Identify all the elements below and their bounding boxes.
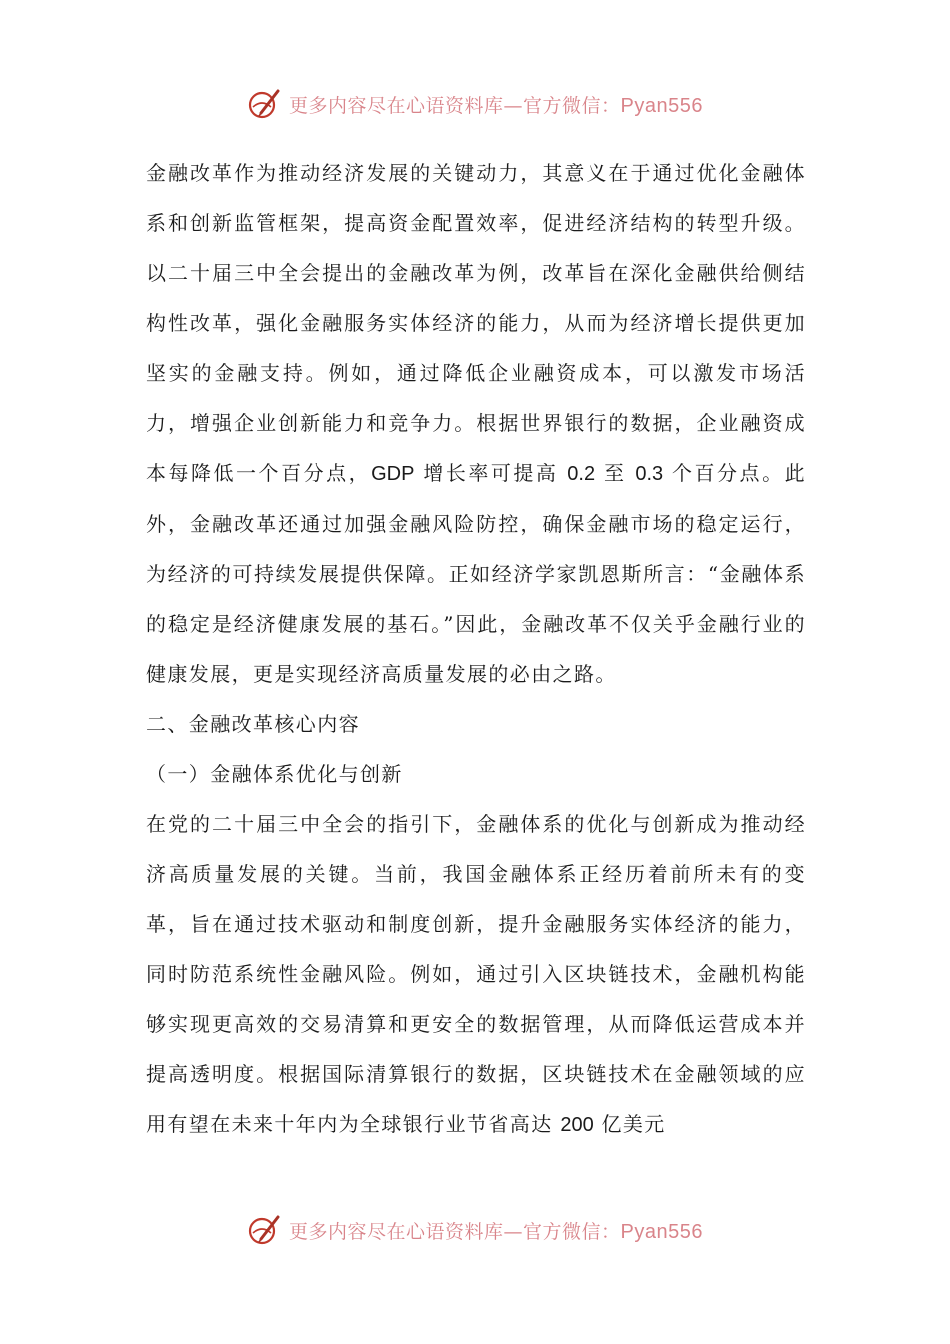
header-watermark-inner (247, 87, 703, 121)
header-watermark (0, 84, 950, 124)
pen-logo-icon (247, 1213, 281, 1247)
wechat-id: Pyan556 (620, 1220, 703, 1243)
document-body (146, 148, 806, 1150)
pen-logo-icon (247, 87, 281, 121)
watermark-text: 更多内容尽在心语资料库—官方微信：Pyan556 (289, 94, 703, 117)
footer-watermark (0, 1210, 950, 1250)
wechat-id: Pyan556 (620, 94, 703, 117)
paragraph-financial-system: 在党的二十届三中全会的指引下，金融体系的优化与创新成为推动经济高质量发展的关键。当前，我国金融体系正经历着前所未有的变革，旨在通过技术驱动和制度创新，提升金融服务实体经济的能力，同时防范系统性金融风险。例如，通过引入区块链技术，金融机构能够实现更高效的交易清算和更安全的数据管理，从而降低运营成本并提高透明度。根据国际清算银行的数据，区块链技术在金融领域的应用有望在未来十年内为全球银行业节省高达 200 亿美元 (146, 812, 806, 1136)
subsection-heading: （一）金融体系优化与创新 (146, 762, 403, 786)
section-heading: 二、金融改革核心内容 (146, 712, 360, 736)
footer-watermark-inner (247, 1213, 703, 1247)
watermark-text: 更多内容尽在心语资料库—官方微信：Pyan556 (289, 1220, 703, 1243)
paragraph-intro: 金融改革作为推动经济发展的关键动力，其意义在于通过优化金融体系和创新监管框架，提高资金配置效率，促进经济结构的转型升级。以二十届三中全会提出的金融改革为例，改革旨在深化金融供给侧结构性改革，强化金融服务实体经济的能力，从而为经济增长提供更加坚实的金融支持。例如，通过降低企业融资成本，可以激发市场活力，增强企业创新能力和竞争力。根据世界银行的数据，企业融资成本每降低一个百分点，GDP 增长率可提高 0.2 至 0.3 个百分点。此外，金融改革还通过加强金融风险防控，确保金融市场的稳定运行，为经济的可持续发展提供保障。正如经济学家凯恩斯所言：“金融体系的稳定是经济健康发展的基石。”因此，金融改革不仅关乎金融行业的健康发展，更是实现经济高质量发展的必由之路。 (146, 161, 806, 686)
